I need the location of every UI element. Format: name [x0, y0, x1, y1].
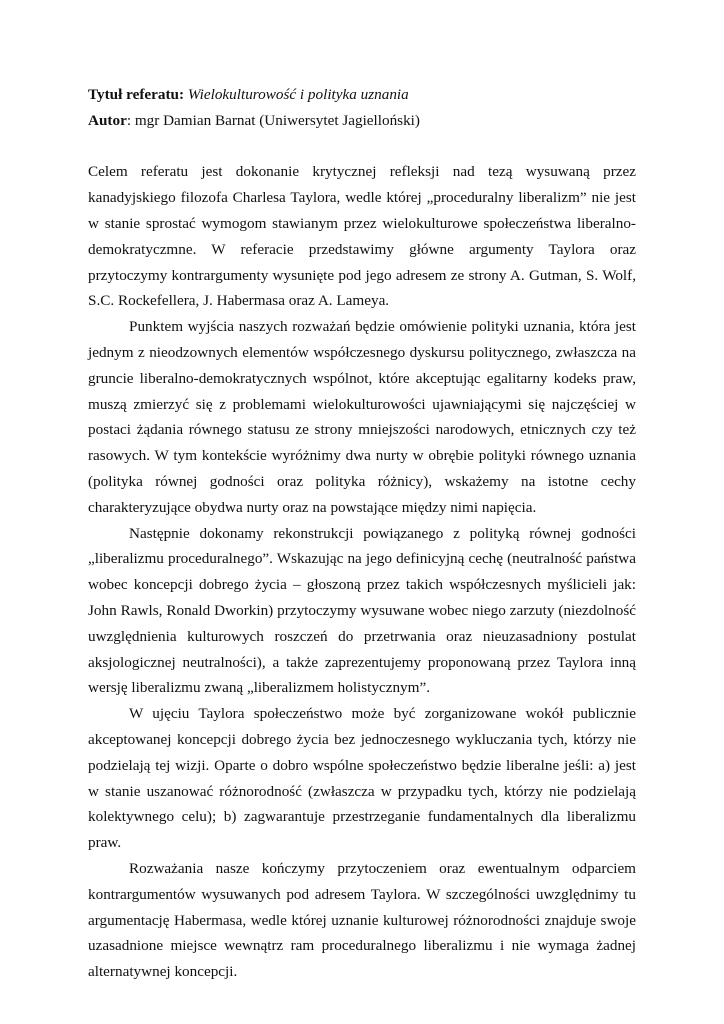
author-text: : mgr Damian Barnat (Uniwersytet Jagielloński)	[126, 111, 420, 129]
author-label: Autor	[88, 111, 127, 129]
paragraph-conclusion: Rozważania nasze kończymy przytoczeniem oraz ewentualnym odparciem kontrargumentów wysuwanych pod adresem Taylora. W szczególności uwzględnimy tu argumentację Habermasa, wedle której uznanie kulturowej różnorodności znajduje swoje uzasadnione miejsce wewnątrz ram proceduralnego liberalizmu i nie wymaga żadnej alternatywnej koncepcji.	[88, 859, 636, 981]
paragraph-taylor-view: W ujęciu Taylora społeczeństwo może być zorganizowane wokół publicznie akceptowanej koncepcji dobrego życia bez jednoczesnego wykluczania tych, którzy nie podzielają tej wizji. Oparte o dobro wspólne społeczeństwo będzie liberalne jeśli: a) jest w stanie uszanować różnorodność (zwłaszcza w przypadku tych, którzy nie podzielają kolektywnego celu); b) zagwarantuje przestrzeganie fundamentalnych dla liberalizmu praw.	[88, 705, 636, 852]
paragraph-intro: Celem referatu jest dokonanie krytycznej refleksji nad tezą wysuwaną przez kanadyjskiego filozofa Charlesa Taylora, wedle której „proceduralny liberalizm” nie jest w stanie sprostać wymogom stawianym przez wielokulturowe społeczeństwa liberalno-demokratyczmne. W referacie przedstawimy główne argumenty Taylora oraz przytoczymy kontrargumenty wysunięte pod jego adresem ze strony A. Gutman, S. Wolf, S.C. Rockefellera, J. Habermasa oraz A. Lameya.	[88, 163, 636, 310]
title-text: Wielokulturowość i polityka uznania	[187, 86, 409, 103]
paragraph-recognition: Punktem wyjścia naszych rozważań będzie omówienie polityki uznania, która jest jednym z nieodzownych elementów współczesnego dyskursu politycznego, zwłaszcza na gruncie liberalno-demokratycznych wspólnot, które akceptując egalitarny kodeks praw, muszą zmierzyć się z problemami wielokulturowości ujawniającymi się najczęściej w postaci żądania równego statusu ze strony mniejszości narodowych, etnicznych czy też rasowych. W tym kontekście wyróżnimy dwa nurty w obrębie polityki równego uznania (polityka równej godności oraz polityka różnicy), wskażemy na istotne cechy charakteryzujące obydwa nurty oraz na powstające między nimi napięcia.	[88, 318, 636, 516]
document-page	[88, 82, 636, 985]
paragraph-procedural-liberalism: Następnie dokonamy rekonstrukcji powiązanego z polityką równej godności „liberalizmu proceduralnego”. Wskazując na jego definicyjną cechę (neutralność państwa wobec koncepcji dobrego życia – głoszoną przez takich współczesnych myślicieli jak: John Rawls, Ronald Dworkin) przytoczymy wysuwane wobec niego zarzuty (niezdolność uwzględnienia kulturowych roszczeń do przetrwania oraz nieuzasadniony postulat aksjologicznej neutralności), a także zaprezentujemy proponowaną przez Taylora inną wersję liberalizmu zwaną „liberalizmem holistycznym”.	[88, 524, 636, 697]
header-spacer	[88, 134, 636, 160]
title-label: Tytuł referatu:	[88, 86, 185, 103]
author-line	[88, 108, 636, 134]
title-line	[88, 82, 636, 108]
